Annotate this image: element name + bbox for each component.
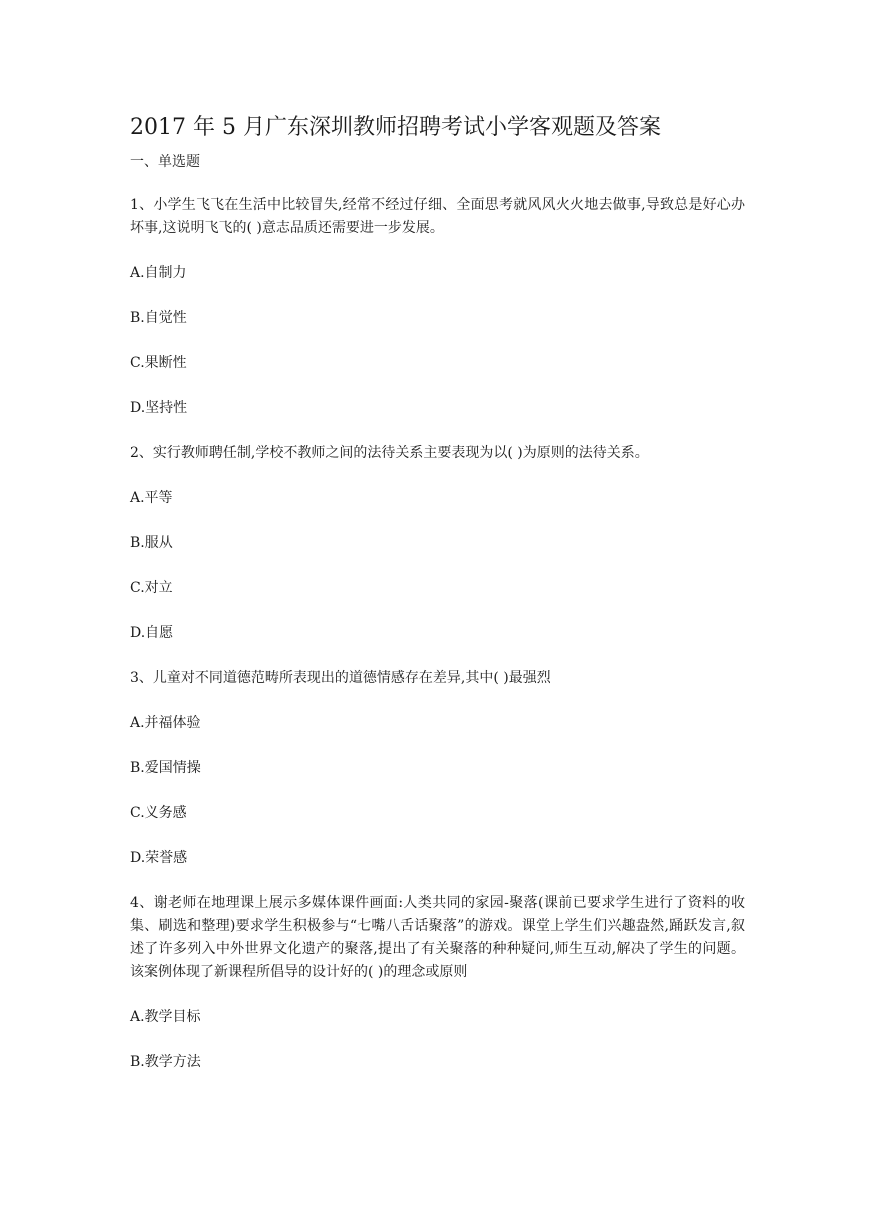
option-c: C.对立 bbox=[130, 580, 173, 596]
option-d: D.荣誉感 bbox=[130, 850, 188, 866]
question-text: 4、谢老师在地理课上展示多媒体课件画面:人类共同的家园-聚落(课前已要求学生进行了资料的收集、刷选和整理)要求学生积极参与“七嘴八舌话聚落”的游戏。课堂上学生们兴趣盎然,踊跃发言,叙述了许多列入中外世界文化遗产的聚落,提出了有关聚落的种种疑问,师生互动,解决了学生的问题。该案例体现了新课程所倡导的设计好的( )的理念或原则 bbox=[130, 895, 745, 980]
question-block bbox=[130, 892, 745, 1074]
section-heading: 一、单选题 bbox=[130, 154, 200, 170]
question-block bbox=[130, 667, 745, 870]
option-a: A.自制力 bbox=[130, 265, 187, 281]
question-block bbox=[130, 442, 745, 645]
question-text: 3、儿童对不同道德范畴所表现出的道德情感存在差异,其中( )最强烈 bbox=[130, 670, 551, 686]
question-text: 2、实行教师聘任制,学校不教师之间的法待关系主要表现为以( )为原则的法待关系。 bbox=[130, 445, 649, 461]
question-text: 1、小学生飞飞在生活中比较冒失,经常不经过仔细、全面思考就风风火火地去做事,导致总是好心办坏事,这说明飞飞的( )意志品质还需要进一步发展。 bbox=[130, 197, 745, 236]
option-c: C.义务感 bbox=[130, 805, 187, 821]
option-b: B.教学方法 bbox=[130, 1054, 201, 1070]
option-b: B.自觉性 bbox=[130, 310, 187, 326]
option-a: A.教学目标 bbox=[130, 1009, 201, 1025]
question-block bbox=[130, 194, 745, 420]
option-a: A.并福体验 bbox=[130, 715, 201, 731]
option-d: D.坚持性 bbox=[130, 400, 188, 416]
document-page bbox=[130, 112, 745, 1096]
document-title: 2017 年 5 月广东深圳教师招聘考试小学客观题及答案 bbox=[130, 115, 661, 140]
option-a: A.平等 bbox=[130, 490, 173, 506]
option-b: B.服从 bbox=[130, 535, 173, 551]
option-b: B.爱国情操 bbox=[130, 760, 201, 776]
option-d: D.自愿 bbox=[130, 625, 174, 641]
option-c: C.果断性 bbox=[130, 355, 187, 371]
